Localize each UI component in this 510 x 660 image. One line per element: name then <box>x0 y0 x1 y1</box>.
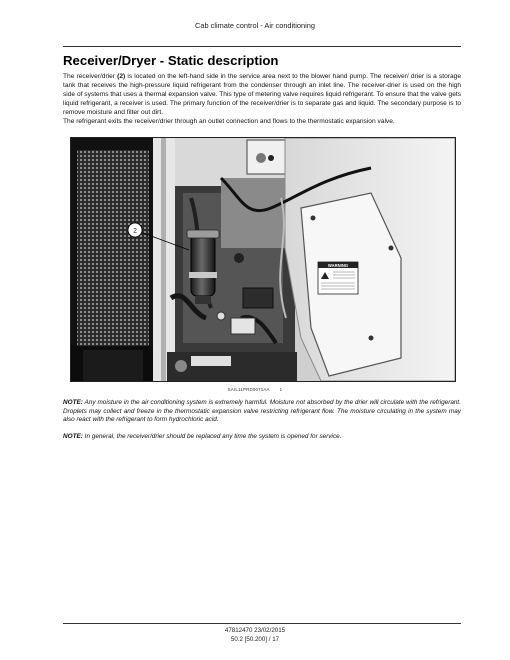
note-label: NOTE: <box>63 433 83 440</box>
receiver-dryer-tank <box>187 230 219 304</box>
photo-illustration <box>71 138 455 381</box>
figure-code: SAIL11PRD0071AA <box>227 387 270 392</box>
note-text: Any moisture in the air conditioning system is extremely harmful. Moisture not absorbed by the drier will circulate with the refrigerant. Droplets may collect and freeze in the thermostatic expansion valve restricting refrigerant flow. The moisture circulating in the system may also react with the refrigerant to form hydrochloric acid. <box>63 399 461 424</box>
note-label: NOTE: <box>63 399 83 406</box>
document-reference: 47812470 23/02/2015 <box>224 627 286 634</box>
footer-rule <box>63 623 461 624</box>
note-moisture <box>63 399 461 425</box>
flow-paragraph: The refrigerant exits the receiver/drier through an outlet connection and flows to the thermostatic expansion valve. <box>63 118 395 125</box>
page-header: Cab climate control - Air conditioning <box>195 21 315 30</box>
intro-text-start: The receiver/drier <box>63 73 118 80</box>
section-title: Receiver/Dryer - Static description <box>63 53 279 68</box>
note-text: In general, the receiver/drier should be replaced any time the system is opened for service. <box>82 433 342 440</box>
figure-number: 1 <box>279 387 283 392</box>
warning-decal <box>318 262 358 294</box>
component-reference: (2) <box>117 73 126 80</box>
warning-label: WARNING <box>327 263 349 268</box>
figure-caption <box>0 387 510 392</box>
intro-text-rest: is located on the left-hand side in the service area next to the blower hand pump. The receiver/ drier is a storage tank that receives the high-pressure liquid refrigerant from the condenser through an inlet line. The receiver-drier is used on the high side of systems that uses a thermal expansion valve. This type of metering valve requires liquid refrigerant. To ensure that the valve gets liquid refrigerant, a receiver is used. The primary function of the receiver/drier is to separate gas and liquid. The secondary purpose is to remove moisture and filter out dirt. <box>63 73 461 116</box>
page-reference: 50.2 [50.200] / 17 <box>230 636 280 643</box>
callout-number: 2 <box>133 227 137 235</box>
intro-paragraph <box>63 72 461 117</box>
condenser-mesh <box>77 150 149 346</box>
note-replacement <box>63 433 461 442</box>
header-rule <box>63 46 461 47</box>
receiver-dryer-photo <box>70 137 456 382</box>
